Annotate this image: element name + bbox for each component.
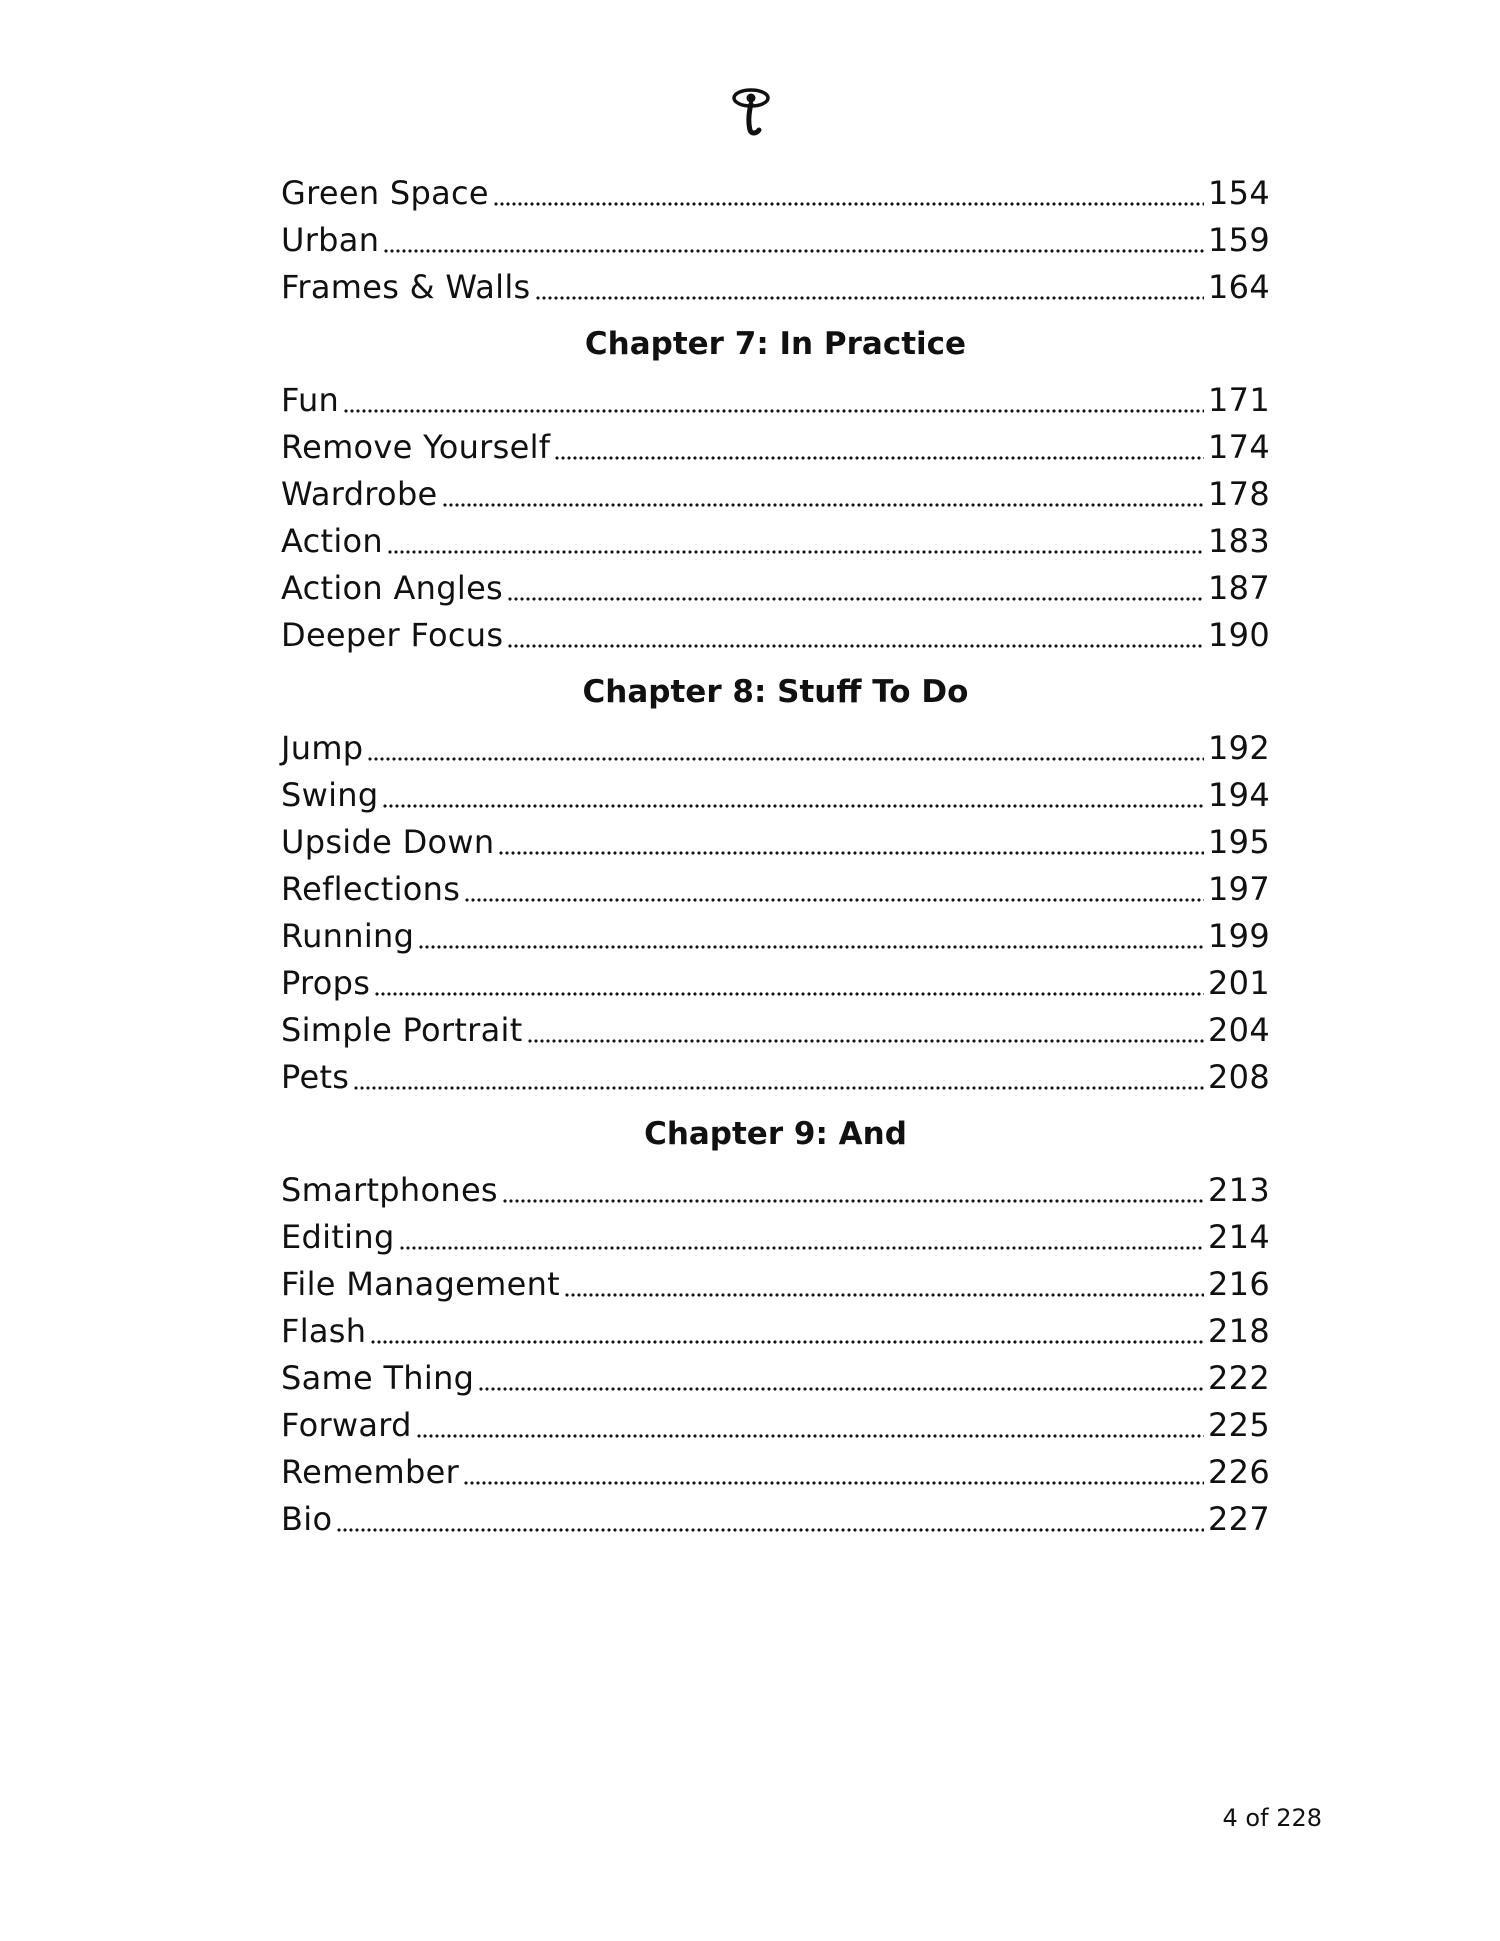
toc-entry-title: Simple Portrait <box>281 1011 523 1049</box>
toc-entry[interactable] <box>281 1261 1270 1308</box>
toc-entry[interactable] <box>281 1496 1270 1543</box>
toc-entry-page-number: 197 <box>1208 870 1270 908</box>
toc-entry-page-number: 174 <box>1208 428 1270 466</box>
eye-person-logo-icon <box>728 86 774 136</box>
page-indicator: 4 of 228 <box>1222 1804 1322 1832</box>
toc-entry[interactable] <box>281 960 1270 1007</box>
dot-leader <box>535 296 1204 300</box>
toc-entry[interactable] <box>281 1355 1270 1402</box>
toc-entry[interactable] <box>281 1167 1270 1214</box>
toc-section <box>281 170 1270 311</box>
toc-entry-title: Remember <box>281 1453 460 1491</box>
toc-entry-page-number: 178 <box>1208 475 1270 513</box>
toc-section <box>281 659 1270 1101</box>
toc-entry-page-number: 204 <box>1208 1011 1270 1049</box>
toc-entry-page-number: 201 <box>1208 964 1270 1002</box>
toc-entry[interactable] <box>281 264 1270 311</box>
toc-entry[interactable] <box>281 1402 1270 1449</box>
toc-entry[interactable] <box>281 866 1270 913</box>
toc-entry[interactable] <box>281 1214 1270 1261</box>
chapter-heading: Chapter 8: Stuff To Do <box>582 674 969 710</box>
toc-entry-title: Same Thing <box>281 1359 475 1397</box>
toc-entry[interactable] <box>281 612 1270 659</box>
toc-entry[interactable] <box>281 170 1270 217</box>
toc-section <box>281 311 1270 659</box>
toc-entry-page-number: 171 <box>1208 381 1270 419</box>
toc-entry-page-number: 190 <box>1208 616 1270 654</box>
dot-leader <box>370 1340 1204 1344</box>
dot-leader <box>353 1086 1204 1090</box>
toc-entry-title: File Management <box>281 1265 561 1303</box>
dot-leader <box>502 1199 1204 1203</box>
toc-entry-page-number: 192 <box>1208 729 1270 767</box>
toc-entry-page-number: 159 <box>1208 221 1270 259</box>
toc-entry-title: Remove Yourself <box>281 428 551 466</box>
toc-entry-page-number: 216 <box>1208 1265 1270 1303</box>
toc-entry[interactable] <box>281 725 1270 772</box>
toc-entry-page-number: 213 <box>1208 1171 1270 1209</box>
toc-entry-title: Reflections <box>281 870 461 908</box>
chapter-heading: Chapter 7: In Practice <box>584 326 967 362</box>
dot-leader <box>374 992 1204 996</box>
toc-entry[interactable] <box>281 772 1270 819</box>
toc-entry-page-number: 226 <box>1208 1453 1270 1491</box>
toc-entry[interactable] <box>281 1054 1270 1101</box>
toc-entry-title: Bio <box>281 1500 333 1538</box>
toc-entry-title: Smartphones <box>281 1171 498 1209</box>
dot-leader <box>383 249 1204 253</box>
toc-entry-title: Forward <box>281 1406 412 1444</box>
toc-entry-page-number: 195 <box>1208 823 1270 861</box>
toc-entry-title: Editing <box>281 1218 395 1256</box>
dot-leader <box>564 1293 1204 1297</box>
toc-entry[interactable] <box>281 1308 1270 1355</box>
dot-leader <box>507 644 1204 648</box>
toc-entry-title: Deeper Focus <box>281 616 504 654</box>
toc-entry-page-number: 154 <box>1208 174 1270 212</box>
dot-leader <box>464 898 1204 902</box>
dot-leader <box>343 409 1204 413</box>
toc-entry-page-number: 183 <box>1208 522 1270 560</box>
toc-entry-title: Frames & Walls <box>281 268 531 306</box>
toc-entry-title: Green Space <box>281 174 489 212</box>
toc-entry-title: Wardrobe <box>281 475 438 513</box>
dot-leader <box>382 804 1204 808</box>
dot-leader <box>498 851 1204 855</box>
toc-entry-title: Action Angles <box>281 569 504 607</box>
dot-leader <box>367 757 1204 761</box>
toc-entry[interactable] <box>281 217 1270 264</box>
toc-entry-title: Fun <box>281 381 340 419</box>
toc-entry[interactable] <box>281 377 1270 424</box>
toc-entry[interactable] <box>281 913 1270 960</box>
dot-leader <box>478 1387 1204 1391</box>
dot-leader <box>387 550 1204 554</box>
toc-entry-page-number: 218 <box>1208 1312 1270 1350</box>
toc-entry-page-number: 214 <box>1208 1218 1270 1256</box>
toc-entry-title: Swing <box>281 776 379 814</box>
toc-entry[interactable] <box>281 518 1270 565</box>
toc-entry-page-number: 194 <box>1208 776 1270 814</box>
toc-entry-page-number: 225 <box>1208 1406 1270 1444</box>
toc-entry[interactable] <box>281 1007 1270 1054</box>
toc-entry-page-number: 164 <box>1208 268 1270 306</box>
dot-leader <box>493 202 1204 206</box>
dot-leader <box>463 1481 1204 1485</box>
toc-entry-page-number: 227 <box>1208 1500 1270 1538</box>
toc-entry[interactable] <box>281 1449 1270 1496</box>
toc-entry-title: Running <box>281 917 415 955</box>
dot-leader <box>442 503 1204 507</box>
dot-leader <box>399 1246 1204 1250</box>
toc-section <box>281 1101 1270 1543</box>
toc-entry-page-number: 199 <box>1208 917 1270 955</box>
toc-entry[interactable] <box>281 424 1270 471</box>
toc-entry-page-number: 187 <box>1208 569 1270 607</box>
dot-leader <box>336 1528 1204 1532</box>
toc-entry-title: Jump <box>281 729 364 767</box>
dot-leader <box>416 1434 1204 1438</box>
toc-entry-page-number: 208 <box>1208 1058 1270 1096</box>
toc-entry-page-number: 222 <box>1208 1359 1270 1397</box>
dot-leader <box>554 456 1204 460</box>
dot-leader <box>507 597 1204 601</box>
chapter-heading: Chapter 9: And <box>644 1116 907 1152</box>
toc-entry-title: Action <box>281 522 384 560</box>
toc-entry[interactable] <box>281 819 1270 866</box>
toc-entry-title: Urban <box>281 221 380 259</box>
toc-entry[interactable] <box>281 471 1270 518</box>
toc-entry[interactable] <box>281 565 1270 612</box>
table-of-contents <box>281 170 1270 1543</box>
toc-entry-title: Upside Down <box>281 823 495 861</box>
dot-leader <box>527 1039 1204 1043</box>
toc-entry-title: Props <box>281 964 371 1002</box>
toc-entry-title: Flash <box>281 1312 367 1350</box>
dot-leader <box>418 945 1204 949</box>
toc-entry-title: Pets <box>281 1058 350 1096</box>
